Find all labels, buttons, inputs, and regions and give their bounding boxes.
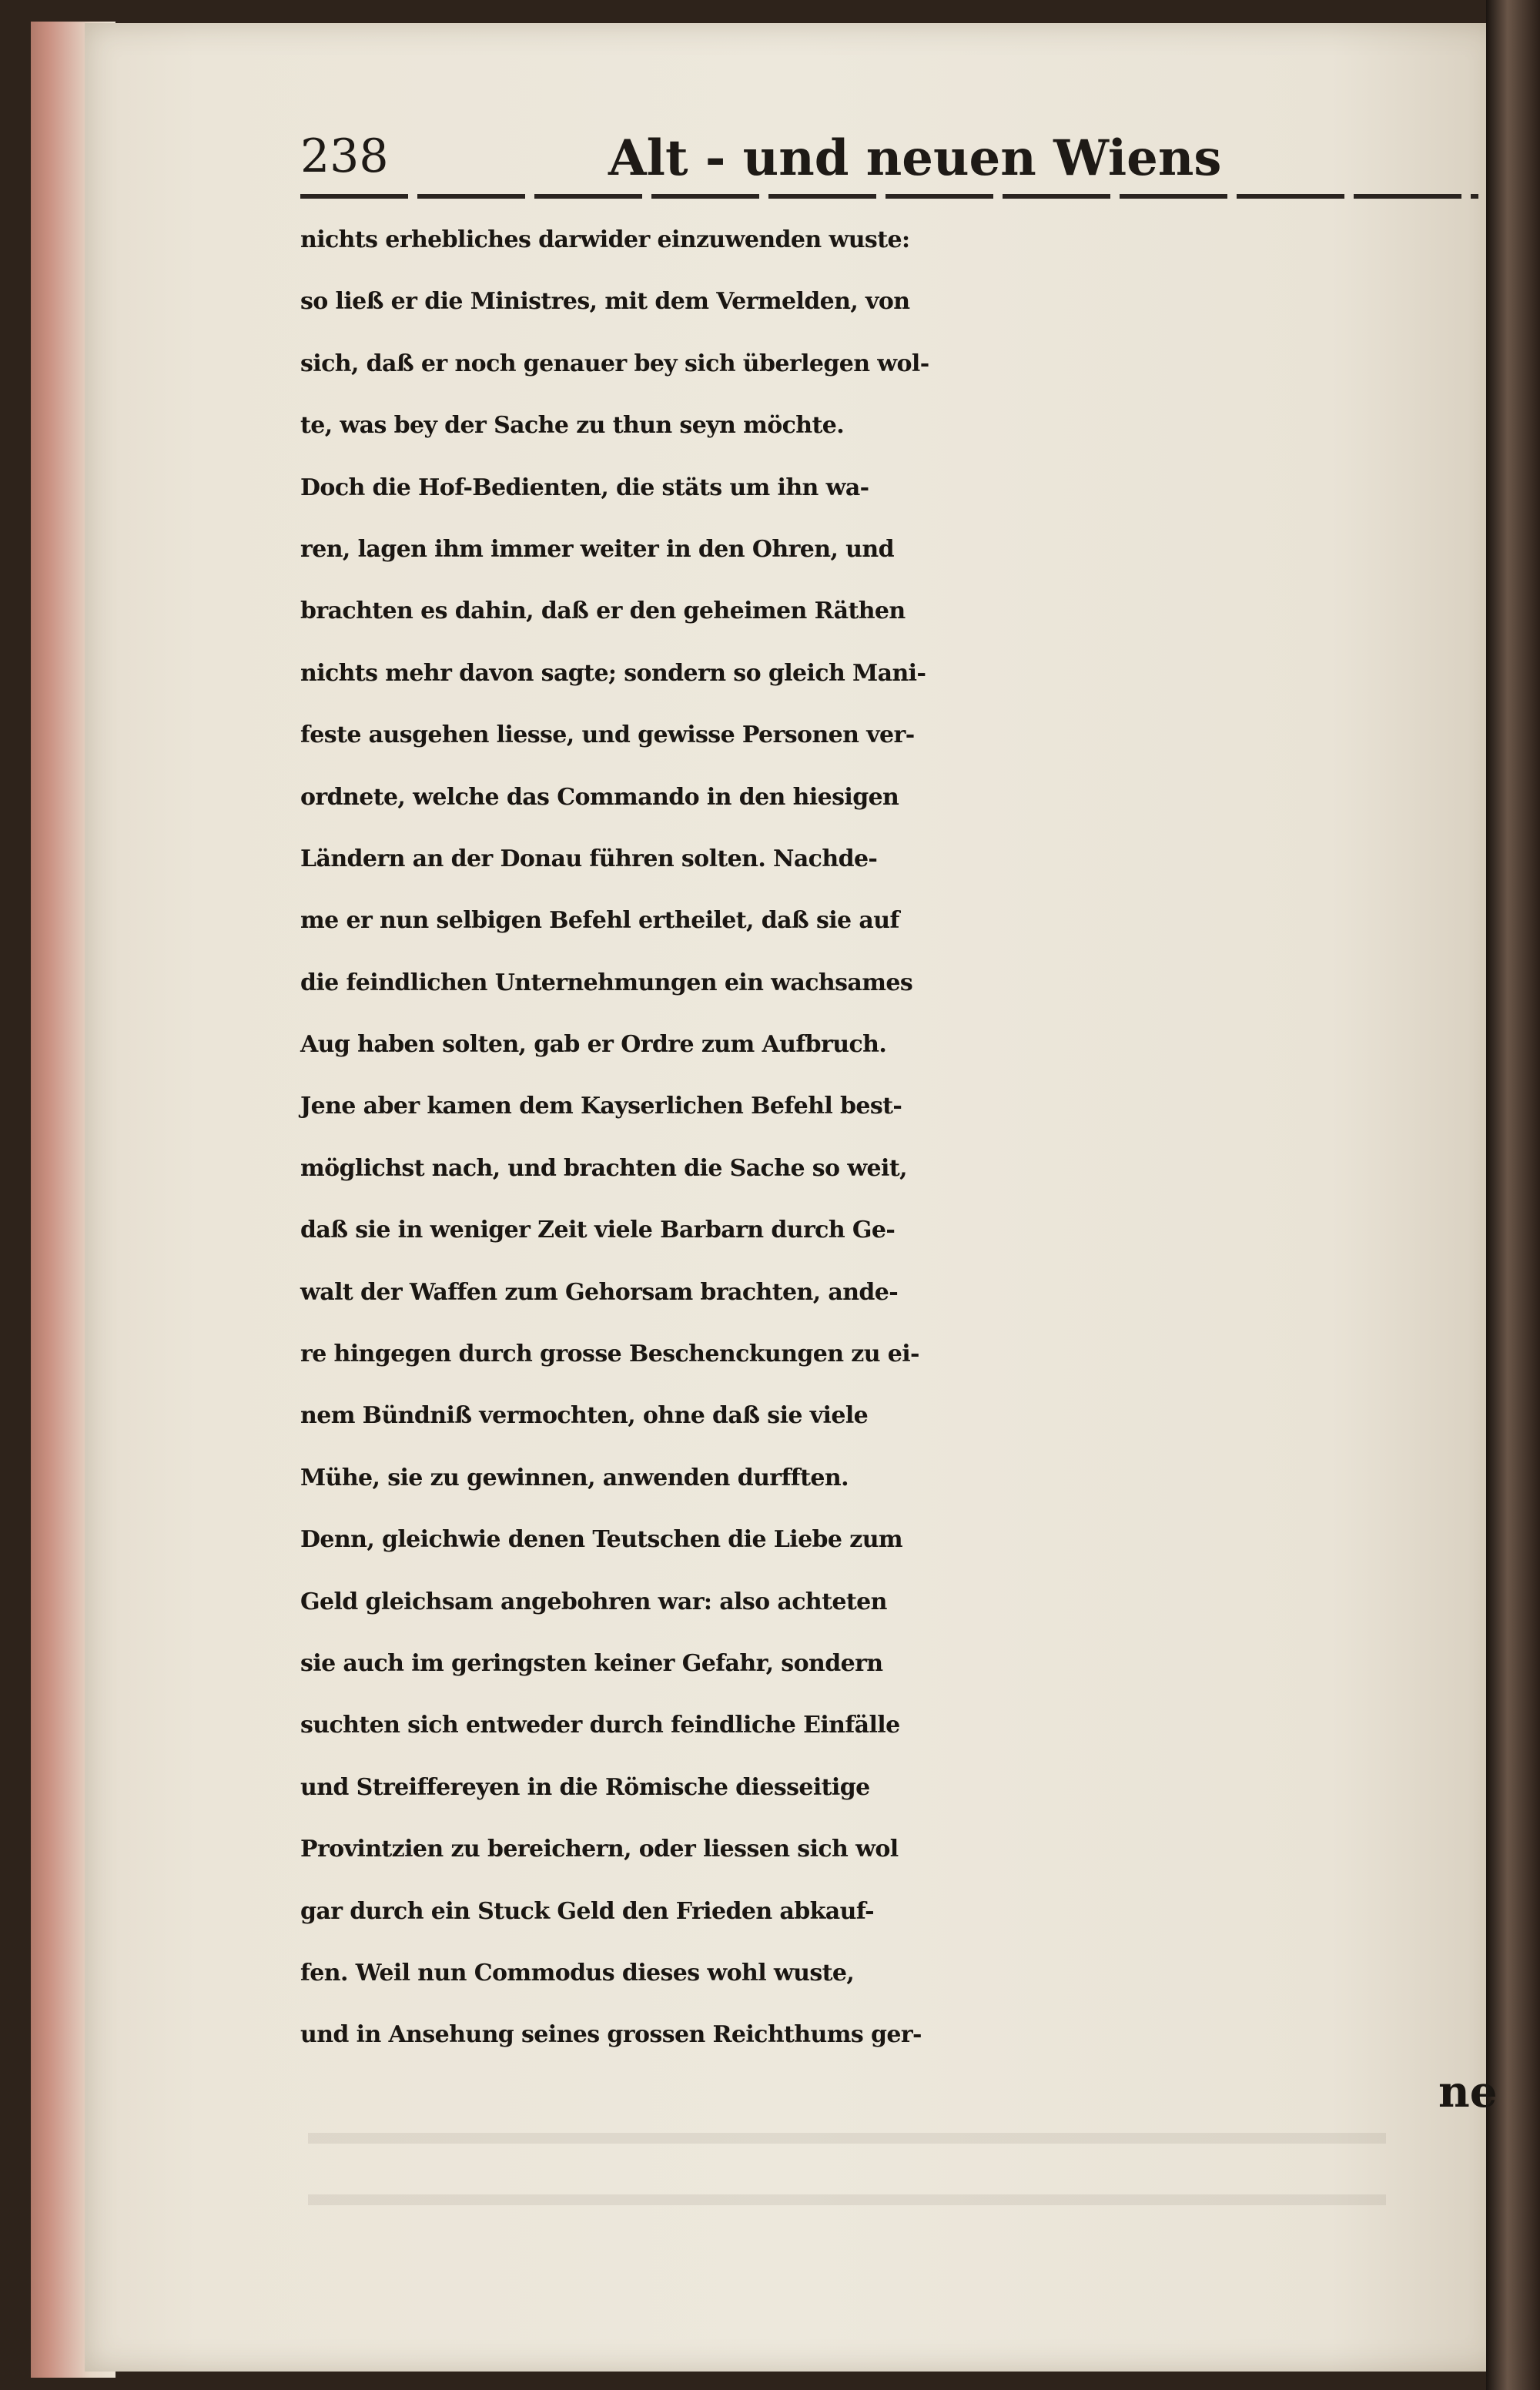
text-line: sie auch im geringsten keiner Gefahr, sondern (300, 1649, 883, 1677)
text-line: und in Ansehung seines grossen Reichthums ger- (300, 2021, 922, 2049)
text-line: Denn, gleichwie denen Teutschen die Liebe zum (300, 1526, 903, 1554)
text-line: Provintzien zu bereichern, oder liessen sich wol (300, 1836, 899, 1863)
text-line: gar durch ein Stuck Geld den Frieden abkauf- (300, 1897, 874, 1925)
text-line: daß sie in weniger Zeit viele Barbarn durch Ge- (300, 1217, 896, 1244)
text-line: Ländern an der Donau führen solten. Nachde- (300, 845, 878, 872)
text-line: suchten sich entweder durch feindliche Einfälle (300, 1712, 900, 1739)
text-line: sich, daß er noch genauer bey sich überlegen wol- (300, 350, 929, 377)
text-line: nem Bündniß vermochten, ohne daß sie viele (300, 1402, 869, 1430)
text-line: Mühe, sie zu gewinnen, anwenden durfften. (300, 1464, 849, 1491)
text-line: Jene aber kamen dem Kayserlichen Befehl best- (300, 1093, 902, 1120)
text-line: die feindlichen Unternehmungen ein wachsames (300, 969, 913, 996)
text-line: ren, lagen ihm immer weiter in den Ohren, und (300, 535, 894, 563)
running-head: Alt - und neuen Wiens (608, 129, 1222, 187)
text-line: feste ausgehen liesse, und gewisse Personen ver- (300, 721, 915, 749)
text-line: ordnete, welche das Commando in den hiesigen (300, 783, 899, 811)
text-line: fen. Weil nun Commodus dieses wohl wuste, (300, 1959, 855, 1987)
header-rule (300, 194, 1478, 199)
text-line: walt der Waffen zum Gehorsam brachten, ande- (300, 1278, 899, 1306)
text-line: so ließ er die Ministres, mit dem Vermelden, von (300, 288, 910, 316)
text-line: und Streiffereyen in die Römische diesseitige (300, 1773, 870, 1801)
text-line: Doch die Hof-Bedienten, die stäts um ihn wa- (300, 474, 869, 501)
page-number: 238 (300, 129, 389, 183)
body-text (300, 209, 1502, 2067)
text-line: Geld gleichsam angebohren war: also achteten (300, 1588, 887, 1615)
catchword: ne (1438, 2067, 1498, 2117)
page-header (300, 129, 1478, 199)
bleed-through-shadow (308, 2133, 1386, 2256)
text-line: te, was bey der Sache zu thun seyn möchte. (300, 412, 845, 440)
text-line: möglichst nach, und brachten die Sache so weit, (300, 1154, 907, 1182)
text-line: nichts erhebliches darwider einzuwenden wuste: (300, 226, 910, 253)
text-line: nichts mehr davon sagte; sondern so gleich Mani- (300, 659, 926, 687)
text-line: Aug haben solten, gab er Ordre zum Aufbruch. (300, 1031, 887, 1059)
text-line: me er nun selbigen Befehl ertheilet, daß sie auf (300, 907, 899, 935)
text-line: re hingegen durch grosse Beschenckungen zu ei- (300, 1341, 919, 1368)
text-line: brachten es dahin, daß er den geheimen Räthen (300, 598, 906, 625)
